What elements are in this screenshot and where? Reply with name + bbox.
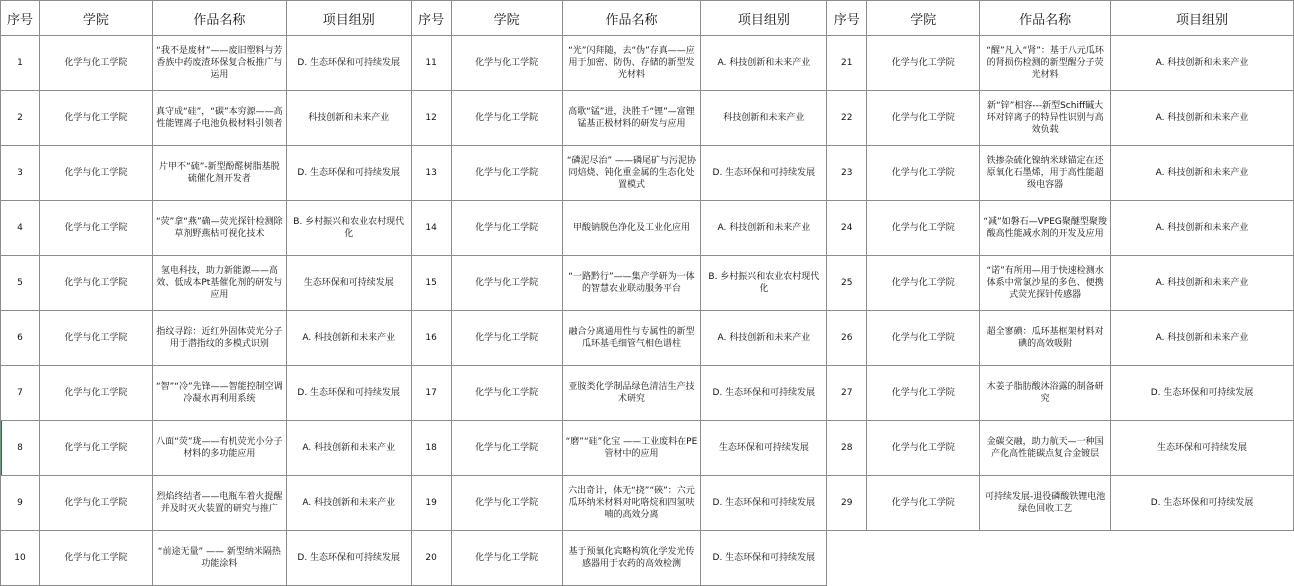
cell-title[interactable]: “醒”凡入“肾”：基于八元瓜环的肾损伤检测的新型醒分子荧光材料 bbox=[980, 36, 1111, 91]
cell-category[interactable]: D. 生态环保和可持续发展 bbox=[286, 146, 411, 201]
cell-title[interactable]: 超全寥碘：瓜环基框架材料对碘的高效吸附 bbox=[980, 311, 1111, 366]
cell-college[interactable]: 化学与化工学院 bbox=[39, 146, 152, 201]
cell-category[interactable]: A. 科技创新和未来产业 bbox=[286, 476, 411, 531]
cell-category[interactable]: D. 生态环保和可持续发展 bbox=[286, 366, 411, 421]
cell-num[interactable]: 9 bbox=[1, 476, 40, 531]
cell-num[interactable]: 19 bbox=[411, 476, 451, 531]
cell-title[interactable]: 新“锌”相容---新型Schiff碱大环对锌离子的特异性识别与高效负载 bbox=[980, 91, 1111, 146]
header-cell: 序号 bbox=[1, 1, 40, 36]
cell-num[interactable]: 24 bbox=[827, 201, 867, 256]
table-row bbox=[1, 36, 1294, 91]
cell-college[interactable]: 化学与化工学院 bbox=[451, 36, 562, 91]
cell-college[interactable]: 化学与化工学院 bbox=[39, 421, 152, 476]
cell-college[interactable]: 化学与化工学院 bbox=[867, 36, 980, 91]
cell-college[interactable]: 化学与化工学院 bbox=[451, 366, 562, 421]
cell-num[interactable]: 10 bbox=[1, 531, 40, 586]
table-row bbox=[1, 256, 1294, 311]
cell-num[interactable]: 1 bbox=[1, 36, 40, 91]
cell-category[interactable]: A. 科技创新和未来产业 bbox=[1111, 256, 1294, 311]
cell-category[interactable]: 科技创新和未来产业 bbox=[286, 91, 411, 146]
cell-title[interactable]: 木姜子脂肪酸沐浴露的制备研究 bbox=[980, 366, 1111, 421]
cell-category[interactable]: 生态环保和可持续发展 bbox=[701, 421, 827, 476]
cell-title[interactable]: 融合分离通用性与专属性的新型瓜环基毛细管气相色谱柱 bbox=[562, 311, 701, 366]
cell-category[interactable]: 生态环保和可持续发展 bbox=[286, 256, 411, 311]
cell-title[interactable]: “前途无量” —— 新型纳米隔热功能涂料 bbox=[152, 531, 286, 586]
cell-num[interactable]: 23 bbox=[827, 146, 867, 201]
cell-category[interactable]: A. 科技创新和未来产业 bbox=[1111, 36, 1294, 91]
cell-num[interactable]: 21 bbox=[827, 36, 867, 91]
header-cell: 项目组别 bbox=[701, 1, 827, 36]
cell-college[interactable]: 化学与化工学院 bbox=[39, 366, 152, 421]
cell-category[interactable]: 生态环保和可持续发展 bbox=[1111, 421, 1294, 476]
table-row bbox=[1, 531, 1294, 586]
empty-cell bbox=[827, 531, 1294, 586]
cell-title[interactable]: 烈焰终结者——电瓶车着火提醒并及时灭火装置的研究与推广 bbox=[152, 476, 286, 531]
cell-num[interactable]: 22 bbox=[827, 91, 867, 146]
cell-title[interactable]: “光”闪拜随，去“伪”存真——应用于加密、防伪、存储的新型发光材料 bbox=[562, 36, 701, 91]
cell-college[interactable]: 化学与化工学院 bbox=[451, 256, 562, 311]
cell-college[interactable]: 化学与化工学院 bbox=[867, 91, 980, 146]
cell-num[interactable]: 29 bbox=[827, 476, 867, 531]
cell-num[interactable]: 17 bbox=[411, 366, 451, 421]
table-row bbox=[1, 91, 1294, 146]
cell-num[interactable]: 27 bbox=[827, 366, 867, 421]
cell-title[interactable]: 指纹寻踪：近红外固体荧光分子用于潜指纹的多模式识别 bbox=[152, 311, 286, 366]
cell-college[interactable]: 化学与化工学院 bbox=[451, 146, 562, 201]
cell-num[interactable]: 5 bbox=[1, 256, 40, 311]
cell-category[interactable]: B. 乡村振兴和农业农村现代化 bbox=[286, 201, 411, 256]
cell-college[interactable]: 化学与化工学院 bbox=[451, 201, 562, 256]
cell-college[interactable]: 化学与化工学院 bbox=[867, 146, 980, 201]
cell-college[interactable]: 化学与化工学院 bbox=[39, 476, 152, 531]
cell-category[interactable]: A. 科技创新和未来产业 bbox=[1111, 146, 1294, 201]
cell-num[interactable]: 11 bbox=[411, 36, 451, 91]
cell-category[interactable]: A. 科技创新和未来产业 bbox=[1111, 311, 1294, 366]
cell-college[interactable]: 化学与化工学院 bbox=[867, 201, 980, 256]
cell-title[interactable]: 基于预氧化宾略构筑化学发光传感器用于农药的高效检测 bbox=[562, 531, 701, 586]
cell-title[interactable]: “诺”有所用—用于快速检测水体系中常氯沙星的多色、便携式荧光探针传感器 bbox=[980, 256, 1111, 311]
table-row bbox=[1, 311, 1294, 366]
cell-title[interactable]: “荧”拿“燕”确—荧光探针检测除草剂野燕枯可视化技术 bbox=[152, 201, 286, 256]
cell-college[interactable]: 化学与化工学院 bbox=[867, 366, 980, 421]
cell-college[interactable]: 化学与化工学院 bbox=[39, 311, 152, 366]
cell-num[interactable]: 7 bbox=[1, 366, 40, 421]
cell-category[interactable]: A. 科技创新和未来产业 bbox=[1111, 201, 1294, 256]
cell-title[interactable]: 铁掺杂硫化镍纳米球锚定在还原氧化石墨烯，用于高性能超级电容器 bbox=[980, 146, 1111, 201]
cell-category[interactable]: A. 科技创新和未来产业 bbox=[286, 311, 411, 366]
cell-title[interactable]: 甲酸钠脱色净化及工业化应用 bbox=[562, 201, 701, 256]
cell-title[interactable]: 亚胺类化学制品绿色清洁生产技术研究 bbox=[562, 366, 701, 421]
header-cell: 作品名称 bbox=[152, 1, 286, 36]
cell-num[interactable]: 8 bbox=[1, 421, 40, 476]
cell-title[interactable]: 可持续发展-退役磷酸铁锂电池绿色回收工艺 bbox=[980, 476, 1111, 531]
cell-category[interactable]: D. 生态环保和可持续发展 bbox=[286, 36, 411, 91]
cell-college[interactable]: 化学与化工学院 bbox=[867, 421, 980, 476]
cell-category[interactable]: D. 生态环保和可持续发展 bbox=[701, 476, 827, 531]
cell-title[interactable]: “磨”“硅”化宝 ——工业废料在PE管材中的应用 bbox=[562, 421, 701, 476]
cell-num[interactable]: 13 bbox=[411, 146, 451, 201]
cell-num[interactable]: 12 bbox=[411, 91, 451, 146]
table-row bbox=[1, 421, 1294, 476]
cell-num[interactable]: 15 bbox=[411, 256, 451, 311]
cell-college[interactable]: 化学与化工学院 bbox=[451, 311, 562, 366]
header-cell: 学院 bbox=[451, 1, 562, 36]
cell-category[interactable]: D. 生态环保和可持续发展 bbox=[701, 531, 827, 586]
cell-college[interactable]: 化学与化工学院 bbox=[39, 36, 152, 91]
cell-title[interactable]: 真守成“硅”，“碳”本穷源——高性能锂离子电池负极材料引领者 bbox=[152, 91, 286, 146]
table-row bbox=[1, 146, 1294, 201]
cell-category[interactable]: A. 科技创新和未来产业 bbox=[701, 36, 827, 91]
cell-college[interactable]: 化学与化工学院 bbox=[39, 201, 152, 256]
cell-num[interactable]: 26 bbox=[827, 311, 867, 366]
cell-college[interactable]: 化学与化工学院 bbox=[867, 476, 980, 531]
cell-category[interactable]: A. 科技创新和未来产业 bbox=[286, 421, 411, 476]
cell-title[interactable]: 氢电科技，助力新能源——高效、低成本Pt基催化剂的研发与应用 bbox=[152, 256, 286, 311]
cell-title[interactable]: 八面“荧”珑——有机荧光小分子材料的多功能应用 bbox=[152, 421, 286, 476]
cell-title[interactable]: 片甲不“硫”-新型酚醛树脂基脱硫催化剂开发者 bbox=[152, 146, 286, 201]
header-cell: 作品名称 bbox=[980, 1, 1111, 36]
header-row bbox=[1, 1, 1294, 36]
header-cell: 学院 bbox=[867, 1, 980, 36]
cell-category[interactable]: D. 生态环保和可持续发展 bbox=[701, 366, 827, 421]
cell-college[interactable]: 化学与化工学院 bbox=[451, 531, 562, 586]
cell-title[interactable]: “减”如磐石—VPEG聚醚型聚羧酸高性能减水剂的开发及应用 bbox=[980, 201, 1111, 256]
cell-title[interactable]: 高歌“锰”进，決胜千“锂”—富锂锰基正极材料的研发与应用 bbox=[562, 91, 701, 146]
cell-num[interactable]: 4 bbox=[1, 201, 40, 256]
cell-category[interactable]: A. 科技创新和未来产业 bbox=[701, 311, 827, 366]
cell-college[interactable]: 化学与化工学院 bbox=[39, 256, 152, 311]
cell-college[interactable]: 化学与化工学院 bbox=[451, 476, 562, 531]
cell-category[interactable]: D. 生态环保和可持续发展 bbox=[701, 146, 827, 201]
cell-college[interactable]: 化学与化工学院 bbox=[39, 91, 152, 146]
cell-college[interactable]: 化学与化工学院 bbox=[867, 256, 980, 311]
cell-category[interactable]: D. 生态环保和可持续发展 bbox=[1111, 476, 1294, 531]
cell-num[interactable]: 16 bbox=[411, 311, 451, 366]
cell-num[interactable]: 18 bbox=[411, 421, 451, 476]
header-cell: 作品名称 bbox=[562, 1, 701, 36]
cell-category[interactable]: 科技创新和未来产业 bbox=[701, 91, 827, 146]
cell-num[interactable]: 25 bbox=[827, 256, 867, 311]
cell-num[interactable]: 20 bbox=[411, 531, 451, 586]
cell-college[interactable]: 化学与化工学院 bbox=[867, 311, 980, 366]
cell-category[interactable]: A. 科技创新和未来产业 bbox=[1111, 91, 1294, 146]
cell-category[interactable]: D. 生态环保和可持续发展 bbox=[1111, 366, 1294, 421]
cell-num[interactable]: 6 bbox=[1, 311, 40, 366]
header-cell: 项目组别 bbox=[1111, 1, 1294, 36]
cell-title[interactable]: “磷泥尽治” ——磷尾矿与污泥协同焙烧、钝化重金属的生态化处置模式 bbox=[562, 146, 701, 201]
header-cell: 学院 bbox=[39, 1, 152, 36]
cell-title[interactable]: 六出奇计，体无“挠”“硤”：六元瓜环纳米材料对叱咯烷和四氢呋喃的高效分离 bbox=[562, 476, 701, 531]
header-cell: 序号 bbox=[827, 1, 867, 36]
table-row bbox=[1, 476, 1294, 531]
cell-num[interactable]: 2 bbox=[1, 91, 40, 146]
cell-num[interactable]: 3 bbox=[1, 146, 40, 201]
cell-title[interactable]: “智”“冷”先锋——智能控制空调冷凝水再利用系统 bbox=[152, 366, 286, 421]
cell-title[interactable]: “我不是废材”——废旧塑料与芳香族中药废渣环保复合板推广与运用 bbox=[152, 36, 286, 91]
cell-college[interactable]: 化学与化工学院 bbox=[451, 91, 562, 146]
cell-num[interactable]: 28 bbox=[827, 421, 867, 476]
table-row bbox=[1, 201, 1294, 256]
cell-category[interactable]: B. 乡村振兴和农业农村现代化 bbox=[701, 256, 827, 311]
cell-category[interactable]: A. 科技创新和未来产业 bbox=[701, 201, 827, 256]
cell-college[interactable]: 化学与化工学院 bbox=[451, 421, 562, 476]
cell-college[interactable]: 化学与化工学院 bbox=[39, 531, 152, 586]
cell-title[interactable]: “一路黔行”——集产学研为一体的智慧农业联动服务平台 bbox=[562, 256, 701, 311]
cell-num[interactable]: 14 bbox=[411, 201, 451, 256]
cell-title[interactable]: 金碳交融，助力航天—一种国产化高性能碳点复合金镀层 bbox=[980, 421, 1111, 476]
table-row bbox=[1, 366, 1294, 421]
header-cell: 序号 bbox=[411, 1, 451, 36]
cell-category[interactable]: D. 生态环保和可持续发展 bbox=[286, 531, 411, 586]
header-cell: 项目组别 bbox=[286, 1, 411, 36]
